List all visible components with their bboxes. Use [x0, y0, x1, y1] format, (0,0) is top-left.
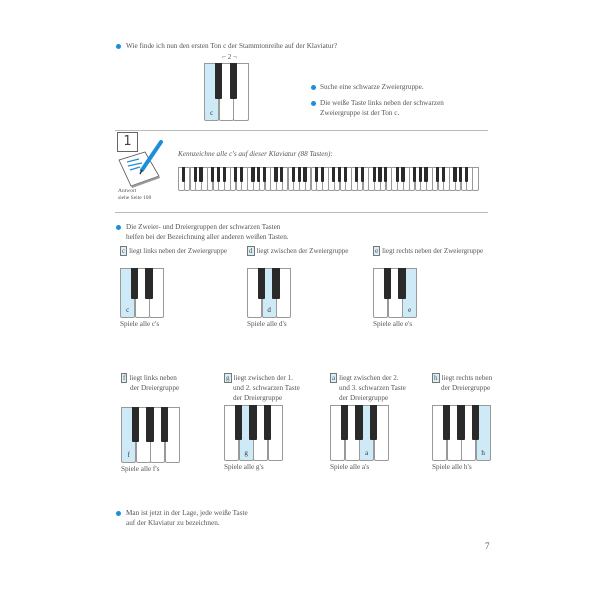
black-key — [401, 167, 404, 182]
black-key — [292, 167, 295, 182]
black-key — [298, 167, 301, 182]
black-key — [215, 63, 222, 99]
black-key — [373, 167, 376, 182]
groups-intro-line2: helfen bei der Bezeichnung aller anderen weißen Tasten. — [126, 233, 289, 241]
black-key — [264, 405, 271, 440]
black-key — [240, 167, 243, 182]
black-key — [274, 167, 277, 182]
play-instruction: Spiele alle d's — [247, 320, 287, 328]
black-key — [453, 167, 456, 182]
divider — [115, 212, 488, 213]
black-key — [194, 167, 197, 182]
note-description: a liegt zwischen der 2. — [332, 374, 399, 382]
black-key — [472, 405, 479, 440]
keyboard-diagram-a — [330, 405, 388, 461]
note-description: der Dreiergruppe — [233, 394, 283, 402]
black-key — [413, 167, 416, 182]
note-badge: h — [434, 374, 438, 382]
page-number: 7 — [485, 541, 490, 551]
note-description: der Dreiergruppe — [130, 384, 180, 392]
black-key — [355, 167, 358, 182]
black-key — [384, 268, 391, 299]
black-key — [361, 167, 364, 182]
black-key — [234, 167, 237, 182]
black-key — [161, 407, 168, 442]
black-key — [257, 167, 260, 182]
black-key — [378, 167, 381, 182]
black-key — [199, 167, 202, 182]
note-description: der Dreiergruppe — [339, 394, 389, 402]
step-2-line1: Die weiße Taste links neben der schwarzen — [320, 99, 444, 107]
note-description: g liegt zwischen der 1. — [226, 374, 293, 382]
note-description: e liegt rechts neben der Zweiergruppe — [375, 247, 484, 255]
black-key — [465, 167, 468, 182]
black-key — [384, 167, 387, 182]
black-key — [442, 167, 445, 182]
note-badge: g — [226, 374, 230, 382]
black-key — [217, 167, 220, 182]
bullet-icon — [116, 44, 121, 49]
black-key — [131, 268, 138, 299]
play-instruction: Spiele alle g's — [224, 463, 264, 471]
note-badge: a — [332, 374, 336, 382]
play-instruction: Spiele alle c's — [120, 320, 160, 328]
bullet-icon — [311, 85, 316, 90]
key-note-label: h — [481, 449, 485, 457]
key-note-label: c — [210, 109, 214, 117]
conclusion-line1: Man ist jetzt in der Lage, jede weiße Taste — [126, 509, 248, 517]
play-instruction: Spiele alle a's — [330, 463, 370, 471]
conclusion-line2: auf der Klaviatur zu bezeichnen. — [126, 519, 220, 527]
black-key — [341, 405, 348, 440]
keyboard-diagram-h — [432, 405, 490, 461]
black-key — [146, 407, 153, 442]
note-description: f liegt links neben — [123, 374, 177, 382]
white-key — [472, 167, 479, 191]
play-instruction: Spiele alle e's — [373, 320, 413, 328]
step-1: Suche eine schwarze Zweiergruppe. — [320, 83, 424, 91]
black-key — [272, 268, 279, 299]
keyboard-diagram-f — [121, 407, 179, 463]
key-note-label: d — [267, 306, 271, 314]
keyboard-88-keys[interactable] — [178, 167, 478, 191]
bullet-icon — [311, 101, 316, 106]
black-key — [182, 167, 185, 182]
group-bracket: ⌐ 2 ¬ — [222, 53, 237, 61]
exercise-instruction: Kennzeichne alle c's auf dieser Klaviatur (88 Tasten): — [178, 150, 333, 158]
note-description: c liegt links neben der Zweiergruppe — [122, 247, 227, 255]
answer-line2: siehe Seite 108 — [118, 195, 152, 201]
answer-line1: Antwort — [118, 188, 137, 194]
black-key — [249, 405, 256, 440]
black-key — [211, 167, 214, 182]
black-key — [321, 167, 324, 182]
group-label: 2 — [227, 53, 232, 61]
note-description: h liegt rechts neben — [434, 374, 493, 382]
key-note-label: f — [127, 451, 130, 459]
black-key — [436, 167, 439, 182]
black-key — [263, 167, 266, 182]
keyboard-diagram-d — [247, 268, 291, 318]
key-note-label: a — [365, 449, 369, 457]
black-key — [235, 405, 242, 440]
black-key — [303, 167, 306, 182]
black-key — [251, 167, 254, 182]
step-2-line2: Zweiergruppe ist der Ton c. — [320, 109, 400, 117]
black-key — [332, 167, 335, 182]
black-key — [338, 167, 341, 182]
note-badge: f — [123, 374, 126, 382]
black-key — [443, 405, 450, 440]
note-description: der Dreiergruppe — [441, 384, 491, 392]
play-instruction: Spiele alle h's — [432, 463, 472, 471]
keyboard-diagram-e — [373, 268, 417, 318]
black-key — [230, 63, 237, 99]
intro-question: Wie finde ich nun den ersten Ton c der Stammtonreihe auf der Klaviatur? — [126, 42, 338, 50]
black-key — [223, 167, 226, 182]
black-key — [419, 167, 422, 182]
key-note-label: e — [408, 306, 412, 314]
note-description: d liegt zwischen der Zweiergruppe — [249, 247, 349, 255]
divider — [115, 130, 488, 131]
groups-intro-line1: Die Zweier- und Dreiergruppen der schwarzen Tasten — [126, 223, 281, 231]
bullet-icon — [116, 225, 121, 230]
black-key — [459, 167, 462, 182]
black-key — [457, 405, 464, 440]
black-key — [424, 167, 427, 182]
black-key — [132, 407, 139, 442]
bullet-icon — [116, 511, 121, 516]
keyboard-diagram-g — [224, 405, 282, 461]
black-key — [396, 167, 399, 182]
key-note-label: c — [126, 306, 130, 314]
note-badge: d — [249, 247, 253, 255]
key-note-label: g — [244, 449, 248, 457]
note-badge: e — [375, 247, 379, 255]
black-key — [280, 167, 283, 182]
black-key — [145, 268, 152, 299]
note-badge: c — [122, 247, 126, 255]
black-key — [398, 268, 405, 299]
black-key — [355, 405, 362, 440]
keyboard-diagram-c — [120, 268, 164, 318]
keyboard-diagram-intro — [204, 63, 248, 121]
writing-pad-icon — [115, 138, 170, 188]
black-key — [258, 268, 265, 299]
exercise-number: 1 — [117, 132, 138, 152]
note-description: und 3. schwarzen Taste — [339, 384, 406, 392]
black-key — [370, 405, 377, 440]
note-description: und 2. schwarzen Taste — [233, 384, 300, 392]
black-key — [315, 167, 318, 182]
play-instruction: Spiele alle f's — [121, 465, 160, 473]
black-key — [344, 167, 347, 182]
